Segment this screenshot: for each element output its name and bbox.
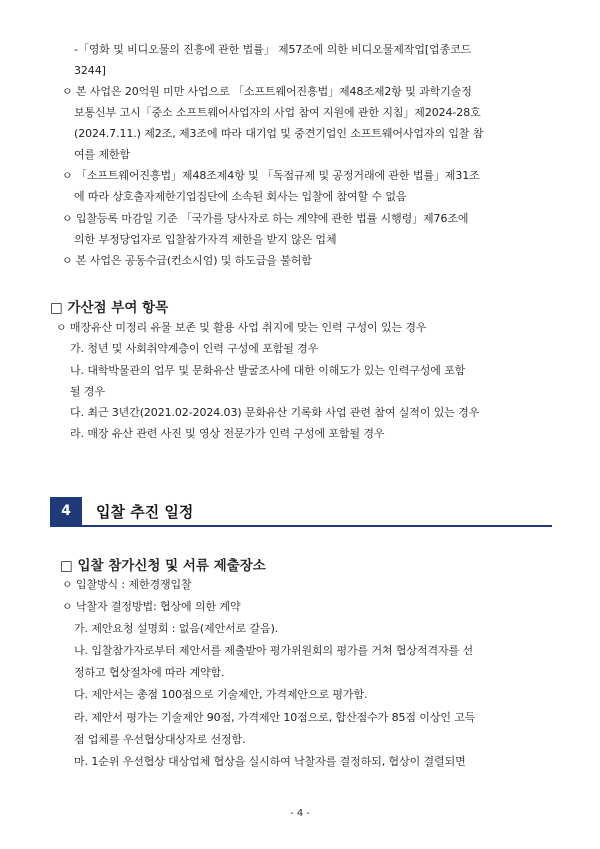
text-line: 에 따라 상호출자제한기업집단에 소속된 회사는 입찰에 참여할 수 없음 bbox=[74, 190, 407, 203]
text-line: ㅇ 본 사업은 공동수급(컨소시엄) 및 하도급을 불허함 bbox=[62, 254, 312, 267]
text-line: 다. 제안서는 총점 100점으로 기술제안, 가격제안으로 평가함. bbox=[74, 688, 368, 701]
text-line: ㅇ 본 사업은 20억원 미만 사업으로 「소프트웨어진흥법」제48조제2항 및 과학기술정 bbox=[62, 85, 472, 98]
text-line: 라. 제안서 평가는 기술제안 90점, 가격제안 10점으로, 합산점수가 85점 이상인 고득 bbox=[74, 711, 476, 724]
page-number: - 4 - bbox=[290, 808, 310, 819]
text-line: (2024.7.11.) 제2조, 제3조에 따라 대기업 및 중견기업인 소프트웨어사업자의 입찰 참 bbox=[74, 127, 484, 140]
text-line: 의한 부정당업자로 입찰참가자격 제한을 받지 않은 업체 bbox=[74, 233, 337, 246]
text-line: ㅇ 입찰등록 마감일 기준 「국가를 당사자로 하는 계약에 관한 법률 시행령」제76조에 bbox=[62, 212, 469, 225]
text-line: ㅇ 매장유산 미정리 유물 보존 및 활용 사업 취지에 맞는 인력 구성이 있는 경우 bbox=[56, 321, 427, 334]
text-line: 보통신부 고시「중소 소프트웨어사업자의 사업 참여 지원에 관한 지침」제2024-28호 bbox=[74, 106, 481, 119]
text-line: 다. 최근 3년간(2021.02-2024.03) 문화유산 기록화 사업 관련 참여 실적이 있는 경우 bbox=[70, 406, 480, 419]
section-heading-bid: □ 입찰 참가신청 및 서류 제출장소 bbox=[60, 558, 266, 574]
section-heading-bonus: □ 가산점 부여 항목 bbox=[50, 300, 169, 316]
text-line: 라. 매장 유산 관련 사진 및 영상 전문가가 인력 구성에 포함될 경우 bbox=[70, 427, 385, 440]
text-line: 정하고 협상절차에 따라 계약함. bbox=[74, 666, 225, 679]
text-line: 될 경우 bbox=[70, 385, 105, 398]
text-line: 나. 대학박물관의 업무 및 문화유산 발굴조사에 대한 이해도가 있는 인력구성에 포함 bbox=[70, 364, 466, 377]
text-line: 여를 제한함 bbox=[74, 148, 131, 161]
chapter-header bbox=[50, 497, 552, 527]
chapter-number: 4 bbox=[50, 497, 82, 525]
text-line: -「영화 및 비디오물의 진흥에 관한 법률」 제57조에 의한 비디오물제작업[업종코드 bbox=[74, 43, 472, 56]
chapter-rule bbox=[50, 525, 552, 527]
chapter-title: 입찰 추진 일정 bbox=[96, 503, 194, 521]
text-line: 가. 청년 및 사회취약계층이 인력 구성에 포함될 경우 bbox=[70, 342, 319, 355]
text-line: 점 업체를 우선협상대상자로 선정함. bbox=[74, 733, 246, 746]
text-line: 3244] bbox=[74, 64, 106, 77]
text-line: ㅇ 「소프트웨어진흥법」제48조제4항 및 「독점규제 및 공정거래에 관한 법률」제31조 bbox=[62, 169, 480, 182]
text-line: 마. 1순위 우선협상 대상업체 협상을 실시하여 낙찰자를 결정하되, 협상이 결렬되면 bbox=[74, 755, 466, 768]
text-line: ㅇ 입찰방식 : 제한경쟁입찰 bbox=[62, 578, 192, 591]
text-line: 가. 제안요청 설명회 : 없음(제안서로 갈음). bbox=[74, 622, 279, 635]
text-line: 나. 입찰참가자로부터 제안서를 제출받아 평가위원회의 평가를 거쳐 협상적격자를 선 bbox=[74, 644, 473, 657]
text-line: ㅇ 낙찰자 결정방법: 협상에 의한 계약 bbox=[62, 600, 241, 613]
